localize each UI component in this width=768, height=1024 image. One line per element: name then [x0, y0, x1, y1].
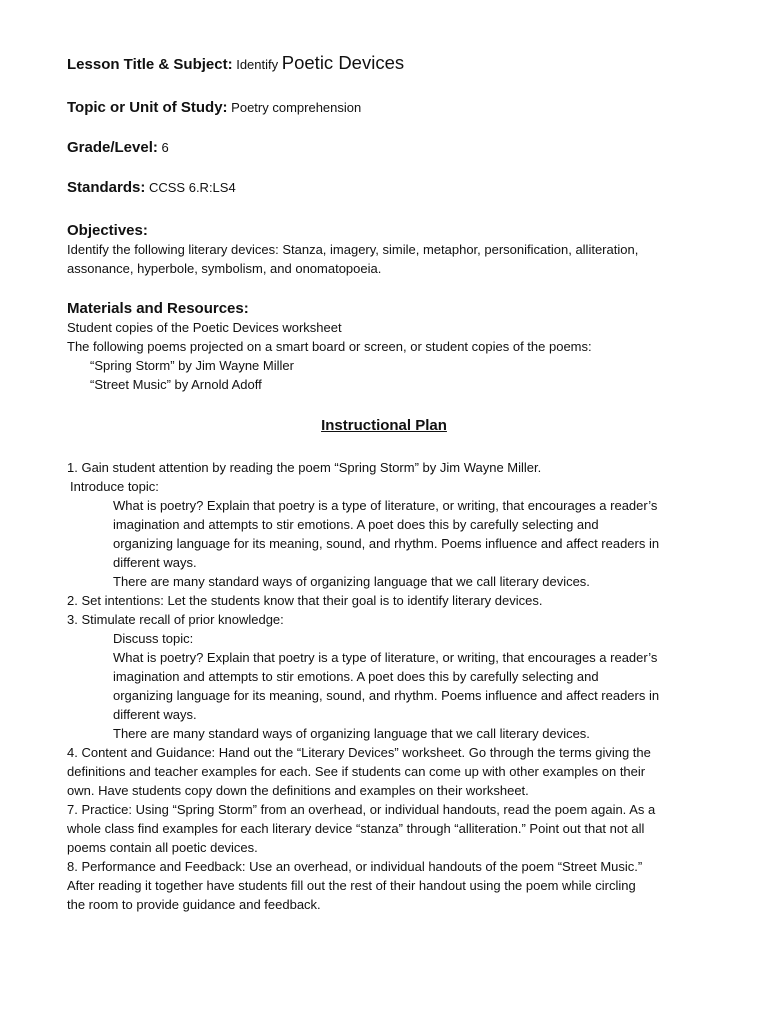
plan-detail: There are many standard ways of organizing language that we call literary devices.	[113, 726, 590, 741]
plan-detail: organizing language for its meaning, sound, and rhythm. Poems influence and affect readers in	[113, 536, 660, 551]
plan-step: 8. Performance and Feedback: Use an overhead, or individual handouts of the poem “Street Music.”	[67, 859, 643, 874]
plan-step: 2. Set intentions: Let the students know that their goal is to identify literary devices.	[67, 593, 543, 608]
plan-step-continued: After reading it together have students fill out the rest of their handout using the poem while circling	[67, 878, 636, 893]
lesson-title-prefix: Identify	[236, 57, 279, 72]
materials-heading: Materials and Resources:	[67, 300, 249, 317]
plan-step: 1. Gain student attention by reading the poem “Spring Storm” by Jim Wayne Miller.	[67, 460, 542, 475]
plan-step: 7. Practice: Using “Spring Storm” from an overhead, or individual handouts, read the poem again. As a	[67, 802, 656, 817]
plan-detail: imagination and attempts to stir emotions. A poet does this by carefully selecting and	[113, 669, 599, 684]
standards-field	[67, 178, 236, 197]
plan-subheading: Introduce topic:	[70, 479, 159, 494]
lesson-title-field	[67, 53, 404, 74]
materials-line: Student copies of the Poetic Devices worksheet	[67, 320, 342, 335]
plan-step-continued: own. Have students copy down the definitions and examples on their worksheet.	[67, 783, 529, 798]
materials-line: The following poems projected on a smart board or screen, or student copies of the poems:	[67, 339, 592, 354]
plan-subheading: Discuss topic:	[113, 631, 194, 646]
instructional-plan-body	[67, 458, 707, 914]
plan-detail: What is poetry? Explain that poetry is a type of literature, or writing, that encourages a reader’s	[113, 498, 658, 513]
standards-value: CCSS 6.R:LS4	[148, 180, 236, 195]
instructional-plan-heading: Instructional Plan	[321, 417, 447, 434]
grade-label: Grade/Level:	[67, 139, 158, 156]
objectives-line: Identify the following literary devices: Stanza, imagery, simile, metaphor, personification, alliteration,	[67, 242, 639, 257]
poem-item: “Spring Storm” by Jim Wayne Miller	[90, 358, 294, 373]
plan-detail: What is poetry? Explain that poetry is a type of literature, or writing, that encourages a reader’s	[113, 650, 658, 665]
lesson-title-value: Poetic Devices	[281, 52, 405, 73]
materials-body	[67, 318, 707, 394]
plan-detail: organizing language for its meaning, sound, and rhythm. Poems influence and affect readers in	[113, 688, 660, 703]
plan-detail: imagination and attempts to stir emotions. A poet does this by carefully selecting and	[113, 517, 599, 532]
topic-field	[67, 98, 361, 117]
plan-detail: different ways.	[113, 555, 197, 570]
grade-field	[67, 138, 169, 157]
plan-step-continued: whole class find examples for each literary device “stanza” through “alliteration.” Point out that not all	[67, 821, 645, 836]
plan-step-continued: definitions and teacher examples for each. See if students can come up with other examples on their	[67, 764, 646, 779]
plan-step: 3. Stimulate recall of prior knowledge:	[67, 612, 284, 627]
standards-label: Standards:	[67, 179, 146, 196]
topic-label: Topic or Unit of Study:	[67, 99, 228, 116]
poem-item: “Street Music” by Arnold Adoff	[90, 377, 262, 392]
lesson-title-label: Lesson Title & Subject:	[67, 56, 233, 73]
plan-detail: different ways.	[113, 707, 197, 722]
grade-value: 6	[161, 140, 169, 155]
objectives-line: assonance, hyperbole, symbolism, and onomatopoeia.	[67, 261, 382, 276]
objectives-heading: Objectives:	[67, 222, 148, 239]
plan-step-continued: poems contain all poetic devices.	[67, 840, 258, 855]
objectives-body	[67, 240, 707, 278]
plan-step: 4. Content and Guidance: Hand out the “Literary Devices” worksheet. Go through the terms giving the	[67, 745, 651, 760]
topic-value: Poetry comprehension	[231, 100, 362, 115]
plan-step-continued: the room to provide guidance and feedback.	[67, 897, 321, 912]
plan-detail: There are many standard ways of organizing language that we call literary devices.	[113, 574, 590, 589]
